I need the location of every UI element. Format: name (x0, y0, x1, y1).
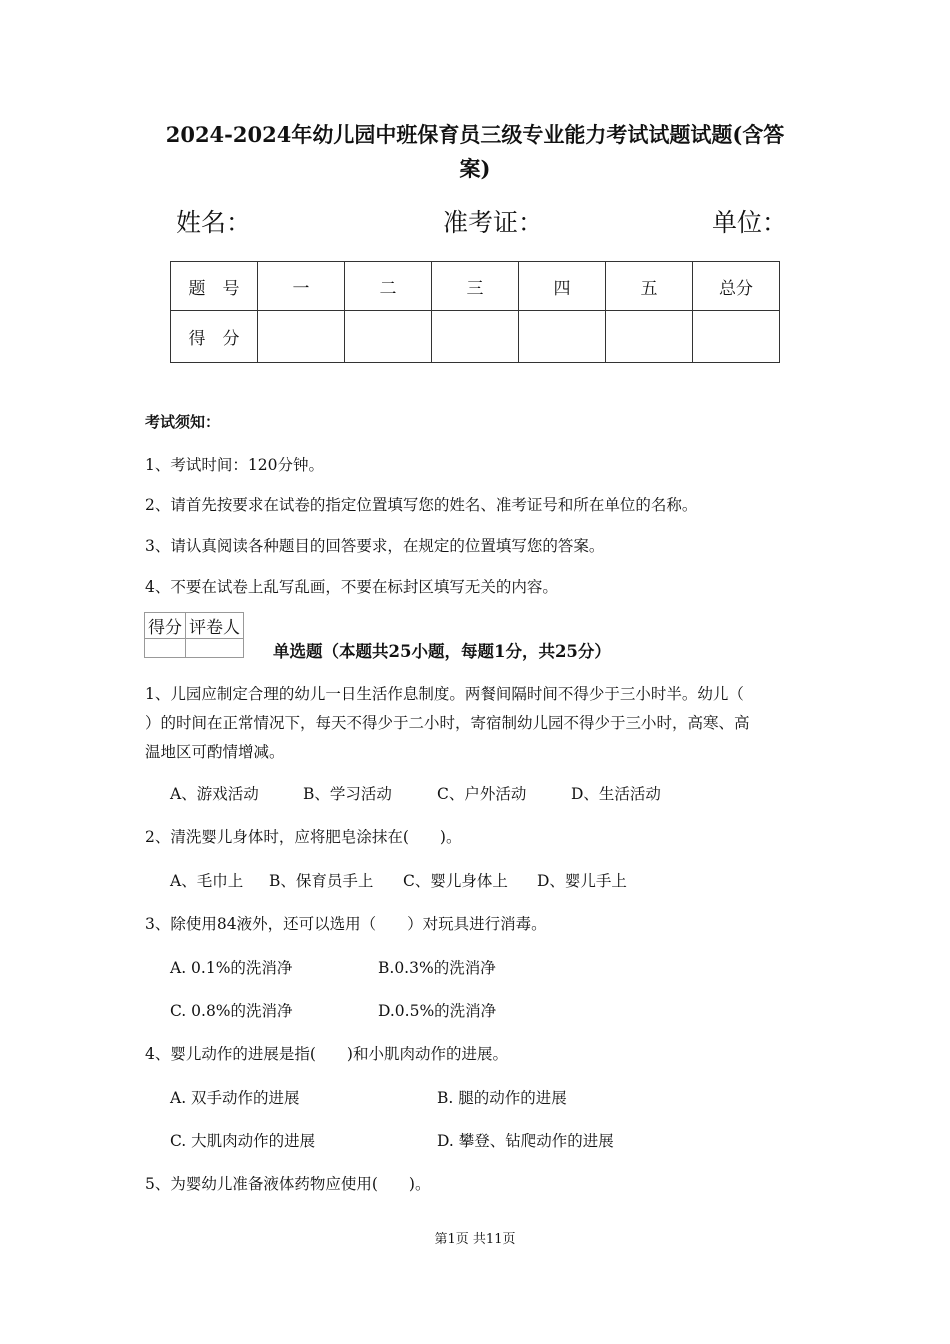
mini-score-label: 得分 (145, 613, 186, 639)
q4-option-b[interactable]: B. 腿的动作的进展 (437, 1089, 567, 1107)
q1-option-a[interactable]: A、游戏活动 (170, 785, 259, 803)
q4-option-a[interactable]: A. 双手动作的进展 (170, 1089, 300, 1107)
question-1-line: 温地区可酌情增减。 (145, 743, 285, 761)
q1-option-b[interactable]: B、学习活动 (303, 785, 392, 803)
grader-mini-table (144, 612, 244, 658)
q1-option-d[interactable]: D、生活活动 (571, 785, 661, 803)
score-table-header-cell: 二 (345, 262, 432, 311)
section-title: 单选题（本题共25小题，每题1分，共25分） (273, 642, 611, 661)
question-3-stem: 3、除使用84液外，还可以选用（ ）对玩具进行消毒。 (145, 915, 547, 933)
q2-option-a[interactable]: A、毛巾上 (170, 872, 244, 890)
score-table-header-cell: 三 (432, 262, 519, 311)
q3-option-b[interactable]: B.0.3%的洗消净 (378, 959, 496, 977)
score-table-header-cell: 一 (258, 262, 345, 311)
title-line-1: 2024-2024年幼儿园中班保育员三级专业能力考试试题试题(含答 (165, 122, 785, 147)
score-input-cell[interactable] (432, 311, 519, 363)
q2-option-d[interactable]: D、婴儿手上 (537, 872, 627, 890)
score-table-header-cell: 四 (519, 262, 606, 311)
page-footer: 第1页 共11页 (434, 1232, 516, 1247)
q3-option-a[interactable]: A. 0.1%的洗消净 (170, 959, 293, 977)
q4-option-d[interactable]: D. 攀登、钻爬动作的进展 (437, 1132, 614, 1150)
q1-option-c[interactable]: C、户外活动 (437, 785, 527, 803)
question-4-stem: 4、婴儿动作的进展是指( )和小肌肉动作的进展。 (145, 1045, 508, 1063)
score-table-header-cell: 总分 (693, 262, 780, 311)
q2-option-c[interactable]: C、婴儿身体上 (403, 872, 508, 890)
question-1-line: ）的时间在正常情况下，每天不得少于二小时，寄宿制幼儿园不得少于三小时，高寒、高 (145, 714, 750, 732)
q3-option-c[interactable]: C. 0.8%的洗消净 (170, 1002, 293, 1020)
score-table-score-row (171, 311, 780, 363)
score-table-header-row (171, 262, 780, 311)
score-input-cell[interactable] (258, 311, 345, 363)
score-input-cell[interactable] (519, 311, 606, 363)
score-input-cell[interactable] (606, 311, 693, 363)
title-line-2: 案) (459, 156, 491, 181)
document-title (150, 118, 800, 186)
question-5-stem: 5、为婴幼儿准备液体药物应使用( )。 (145, 1175, 431, 1193)
mini-score-cell[interactable] (145, 639, 186, 658)
notice-heading: 考试须知： (145, 413, 221, 431)
notice-item: 1、考试时间：120分钟。 (145, 456, 324, 474)
notice-item: 4、不要在试卷上乱写乱画，不要在标封区填写无关的内容。 (145, 578, 558, 596)
score-table-header-cell: 题 号 (171, 262, 258, 311)
score-input-cell[interactable] (693, 311, 780, 363)
q4-option-c[interactable]: C. 大肌肉动作的进展 (170, 1132, 316, 1150)
score-row-label: 得 分 (171, 311, 258, 363)
question-1-line: 1、儿园应制定合理的幼儿一日生活作息制度。两餐间隔时间不得少于三小时半。幼儿（ (145, 685, 744, 703)
question-2-stem: 2、清洗婴儿身体时，应将肥皂涂抹在( )。 (145, 828, 462, 846)
notice-item: 2、请首先按要求在试卷的指定位置填写您的姓名、准考证号和所在单位的名称。 (145, 496, 698, 514)
unit-field-label: 单位： (712, 208, 788, 237)
score-input-cell[interactable] (345, 311, 432, 363)
score-table-header-cell: 五 (606, 262, 693, 311)
q2-option-b[interactable]: B、保育员手上 (269, 872, 374, 890)
name-field-label: 姓名： (176, 208, 252, 237)
mini-grader-label: 评卷人 (186, 613, 244, 639)
exam-id-field-label: 准考证： (443, 208, 544, 237)
notice-item: 3、请认真阅读各种题目的回答要求，在规定的位置填写您的答案。 (145, 537, 605, 555)
mini-grader-cell[interactable] (186, 639, 244, 658)
q3-option-d[interactable]: D.0.5%的洗消净 (378, 1002, 497, 1020)
score-table (170, 261, 780, 363)
